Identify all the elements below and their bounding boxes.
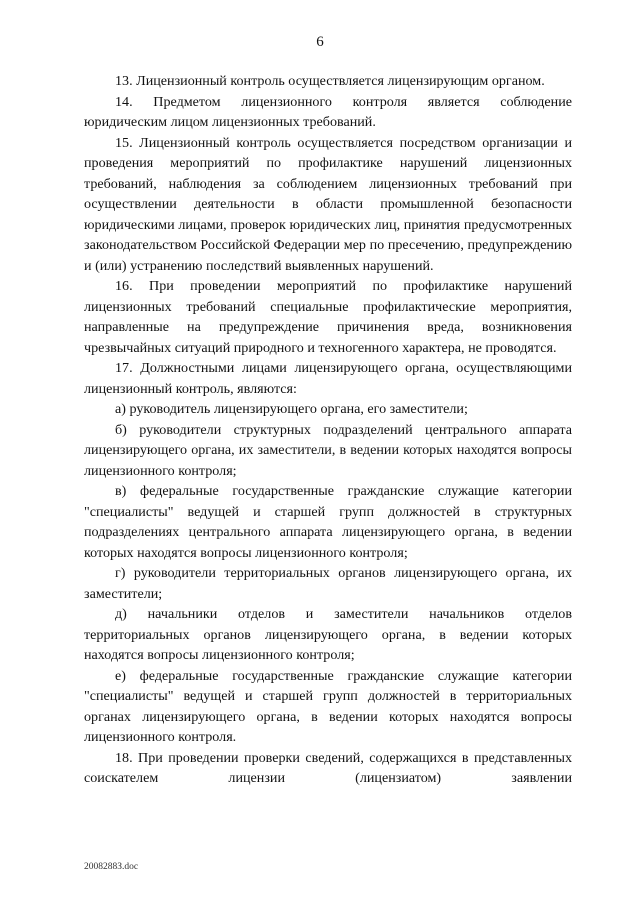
list-item-b: б) руководители структурных подразделений центрального аппарата лицензирующего органа, их заместители, в ведении которых находятся вопросы лицензионного контроля; [84,421,572,479]
paragraph-16: 16. При проведении мероприятий по профилактике нарушений лицензионных требований специальные профилактические мероприятия, направленные на предупреждение причинения вреда, возникновения чрезвычайных ситуаций природного и техногенного характера, не проводятся. [84,278,572,356]
paragraph-17: 17. Должностными лицами лицензирующего органа, осуществляющими лицензионный контроль, являются: [84,360,572,397]
list-item-g: г) руководители территориальных органов лицензирующего органа, их заместители; [84,565,572,602]
paragraph-15: 15. Лицензионный контроль осуществляется посредством организации и проведения мероприятий по профилактике нарушений лицензионных требований, наблюдения за соблюдением лицензионных требований при осуществлении деятельности в области промышленной безопасности юридическими лицами, проверок юридических лиц, принятия предусмотренных законодательством Российской Федерации мер по пресечению, предупреждению и (или) устранению последствий выявленных нарушений. [84,134,572,274]
document-body [84,71,572,789]
page-number: 6 [316,34,324,50]
document-footer-filename: 2008288З.doc [84,862,139,872]
list-item-e: е) федеральные государственные гражданские служащие категории "специалисты" ведущей и старшей групп должностей в территориальных органах лицензирующего органа, в ведении которых находятся вопросы лицензионного контроля. [84,667,572,745]
paragraph-14: 14. Предметом лицензионного контроля является соблюдение юридическим лицом лицензионных требований. [84,93,572,130]
list-item-a: а) руководитель лицензирующего органа, его заместители; [115,401,468,417]
list-item-d: д) начальники отделов и заместители начальников отделов территориальных органов лицензирующего органа, в ведении которых находятся вопросы лицензионного контроля; [84,606,572,663]
paragraph-13: 13. Лицензионный контроль осуществляется лицензирующим органом. [115,73,545,89]
list-item-v: в) федеральные государственные гражданские служащие категории "специалисты" ведущей и старшей групп должностей в структурных подразделениях центрального аппарата лицензирующего органа, в ведении которых находятся вопросы лицензионного контроля; [84,483,572,561]
paragraph-18: 18. При проведении проверки сведений, содержащихся в представленных соискателем лицензии (лицензиатом) заявлении [84,749,572,786]
